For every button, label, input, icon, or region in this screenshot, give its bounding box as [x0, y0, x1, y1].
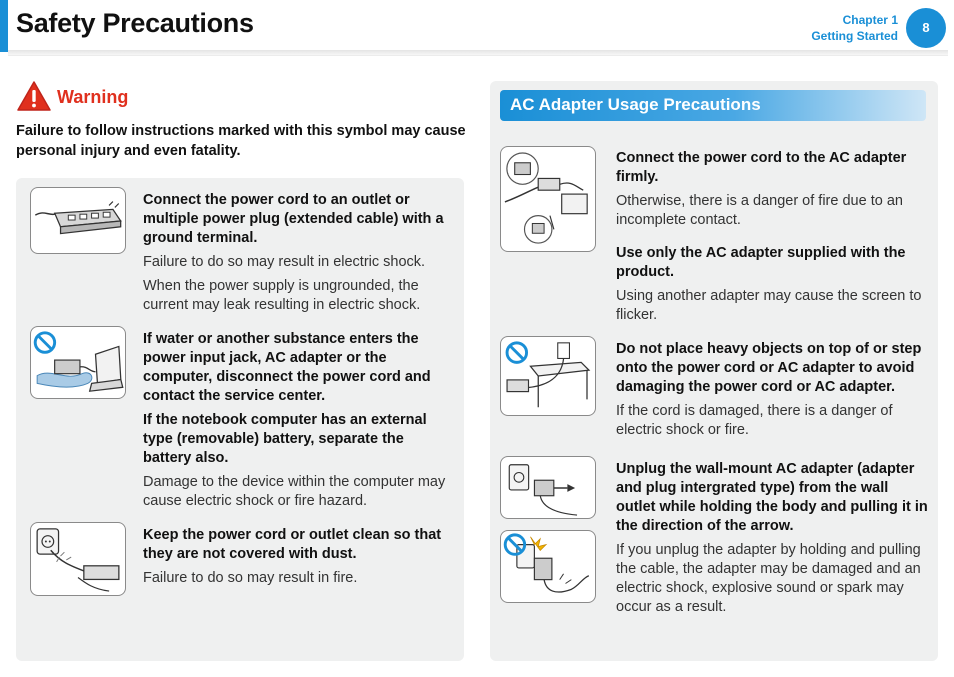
left-item-2-heading: If water or another substance enters the power input jack, AC adapter or the computer, disconnect the power cord and contact the service center. [143, 331, 431, 404]
right-item-1-heading: Connect the power cord to the AC adapter firmly. [616, 150, 907, 185]
warning-text: Failure to follow instructions marked with this symbol may cause personal injury and even fatality. [16, 123, 466, 159]
header-divider [8, 50, 948, 56]
no-cable-pull-icon [500, 530, 596, 603]
unplug-adapter-icon [500, 456, 596, 519]
section-title: AC Adapter Usage Precautions [510, 95, 761, 114]
left-item-1 [143, 191, 453, 315]
right-item-1-note-2: Using another adapter may cause the screen to flicker. [616, 288, 922, 323]
adapter-connection-icon [500, 146, 596, 252]
right-item-3-note-1: If you unplug the adapter by holding and pulling the cable, the adapter may be damaged and an electric shock, explosive sound or spark may occur as a result. [616, 542, 921, 615]
warning-label: Warning [57, 87, 129, 107]
no-heavy-object-icon [500, 336, 596, 416]
title-accent-bar [0, 0, 8, 52]
right-item-1 [616, 149, 930, 325]
warning-triangle-icon [16, 80, 52, 112]
page-number-badge: 8 [906, 8, 946, 48]
left-item-1-note-2: When the power supply is ungrounded, the current may leak resulting in electric shock. [143, 278, 421, 313]
outlet-dust-icon [30, 522, 126, 596]
left-item-3-note-1: Failure to do so may result in fire. [143, 570, 358, 586]
left-item-2-heading-2: If the notebook computer has an external type (removable) battery, separate the battery also. [143, 412, 427, 466]
right-item-3-heading: Unplug the wall-mount AC adapter (adapter and plug intergrated type) from the wall outlet while holding the body and pulling it in the direction of the arrow. [616, 461, 928, 534]
no-water-icon [30, 326, 126, 399]
power-strip-icon [30, 187, 126, 254]
right-item-2 [616, 340, 930, 440]
chapter-number: Chapter 1 [842, 13, 898, 27]
right-item-2-note-1: If the cord is damaged, there is a danger of electric shock or fire. [616, 403, 893, 438]
left-item-1-note-1: Failure to do so may result in electric shock. [143, 254, 426, 270]
section-header-bar [500, 90, 926, 121]
chapter-name: Getting Started [811, 29, 898, 43]
left-item-3 [143, 526, 453, 588]
right-item-1-note-1: Otherwise, there is a danger of fire due to an incomplete contact. [616, 193, 903, 228]
right-item-2-heading: Do not place heavy objects on top of or step onto the power cord or AC adapter to avoid damaging the power cord or AC adapter. [616, 341, 922, 395]
left-item-3-heading: Keep the power cord or outlet clean so that they are not covered with dust. [143, 527, 442, 562]
right-item-1-heading-2: Use only the AC adapter supplied with the product. [616, 245, 906, 280]
chapter-indicator [811, 12, 898, 44]
right-item-3 [616, 460, 930, 617]
left-item-2 [143, 330, 453, 511]
left-item-2-note-1: Damage to the device within the computer may cause electric shock or fire hazard. [143, 474, 446, 509]
left-item-1-heading: Connect the power cord to an outlet or multiple power plug (extended cable) with a ground terminal. [143, 192, 444, 246]
page-title: Safety Precautions [16, 8, 254, 38]
